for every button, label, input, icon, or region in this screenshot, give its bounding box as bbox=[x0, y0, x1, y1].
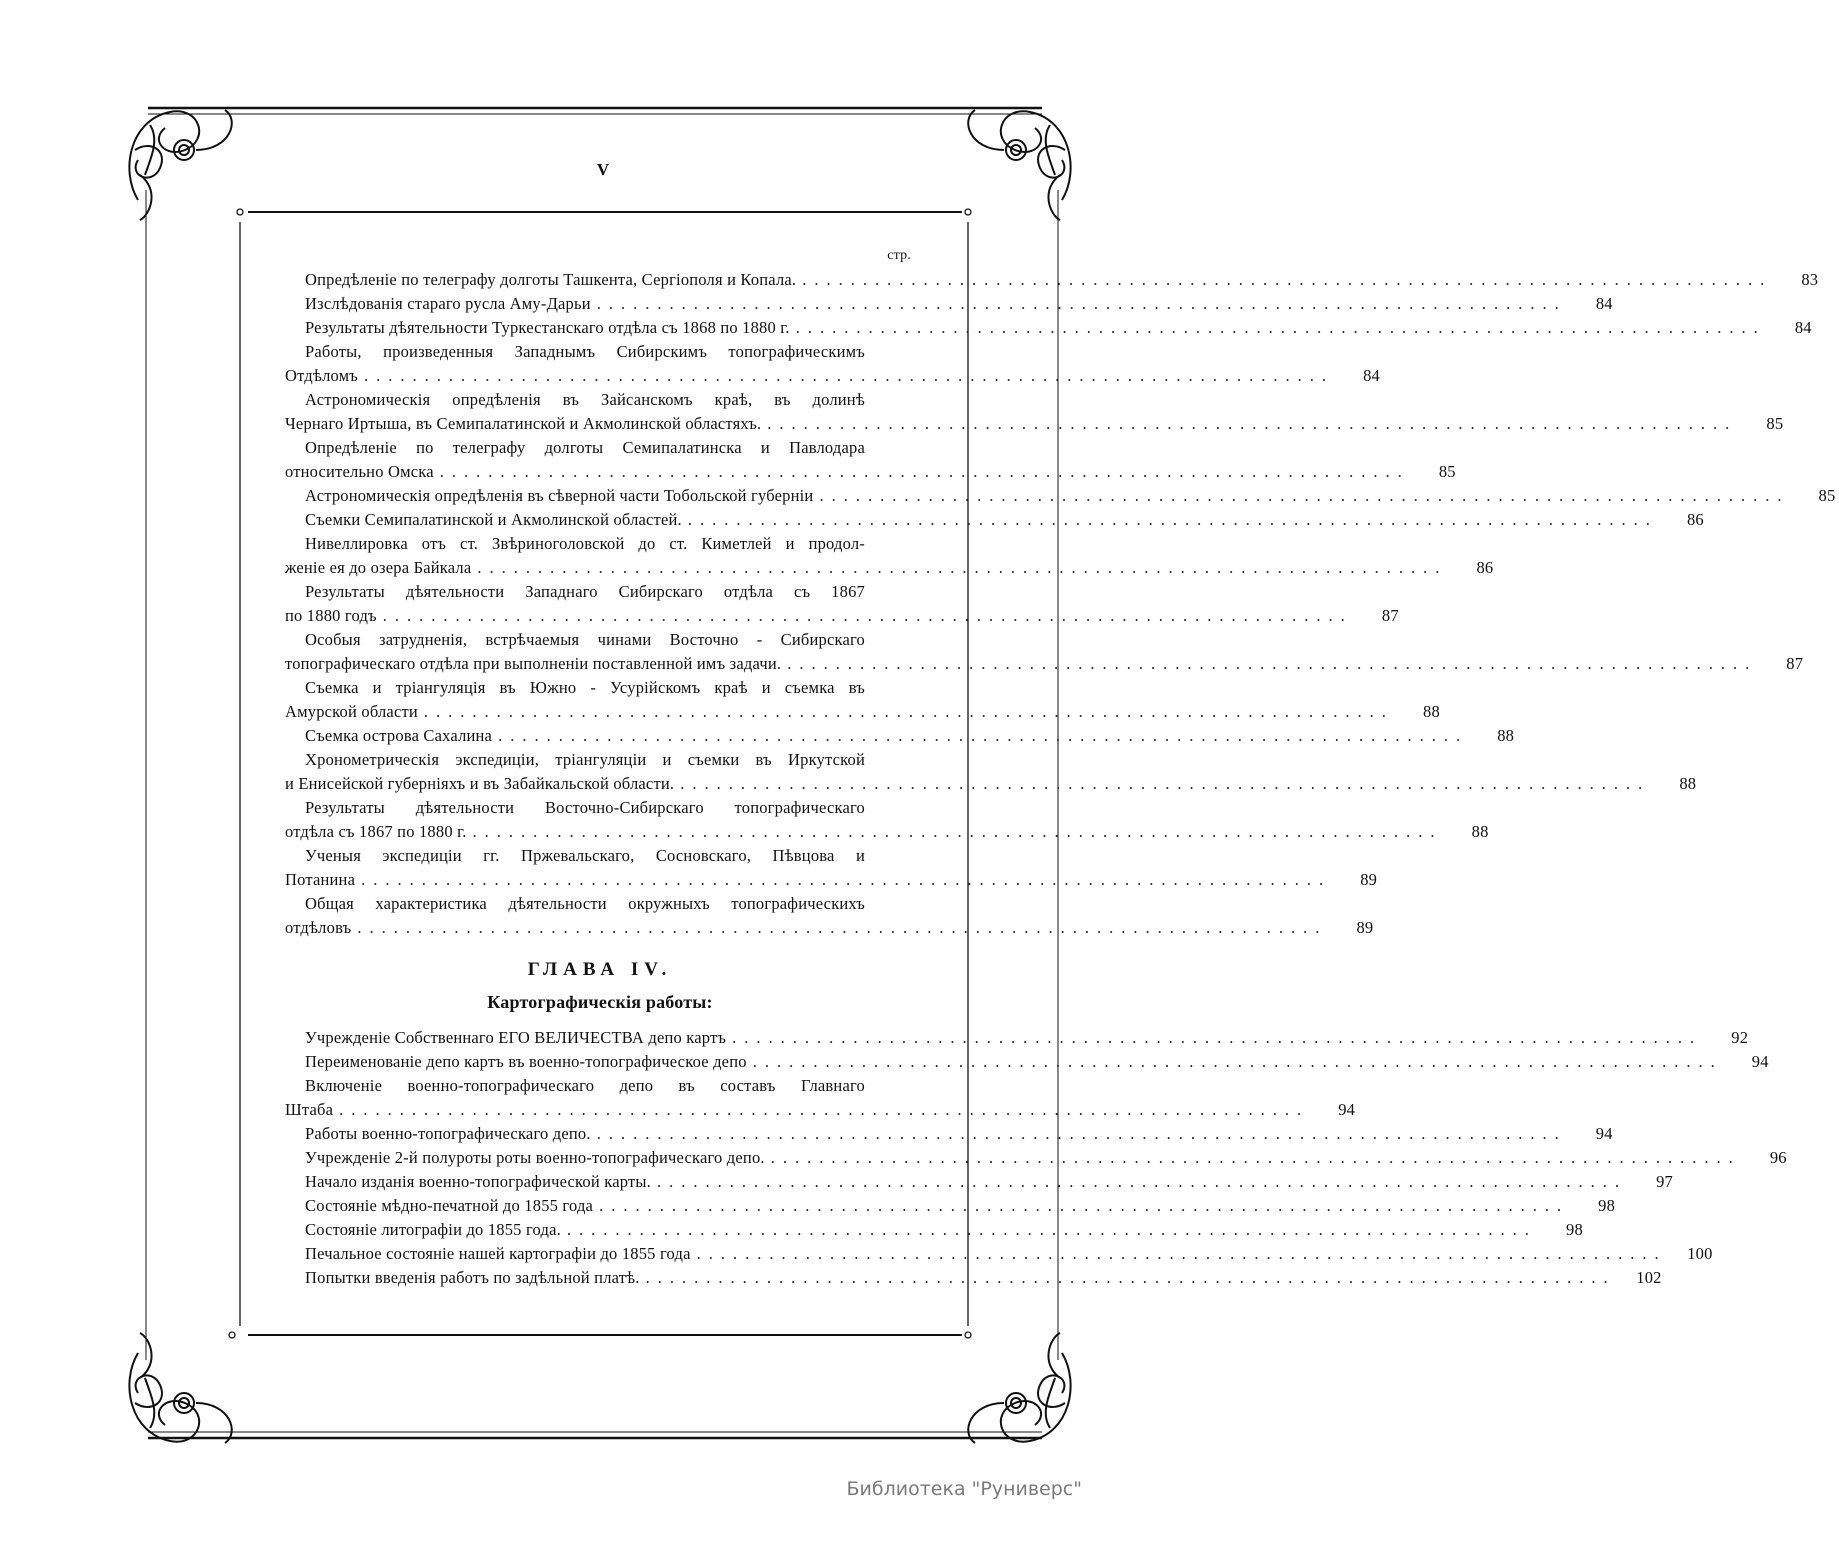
toc-page-number: 85 bbox=[1438, 462, 1456, 481]
toc-entry-text: Включеніе военно-топографическаго депо въ составъ Главнаго bbox=[305, 1076, 865, 1095]
dot-leader: ................................................................................ bbox=[382, 606, 1353, 625]
toc-entry-text: Опредѣленіе по телеграфу долготы Семипалатинска и Павлодара bbox=[305, 438, 865, 457]
toc-page-number: 94 bbox=[1595, 1124, 1613, 1143]
page-column-label: стр. bbox=[887, 248, 911, 263]
toc-entry bbox=[285, 724, 1515, 748]
toc-entry-line bbox=[285, 1074, 915, 1098]
toc-entry bbox=[285, 892, 1374, 940]
toc-entry-text: Штаба bbox=[285, 1100, 334, 1119]
toc-page-number: 86 bbox=[1476, 558, 1494, 577]
toc-entry-text: топографическаго отдѣла при выполненіи поставленной имъ задачи. bbox=[285, 654, 782, 673]
toc-entry-text: отдѣла съ 1867 по 1880 г. bbox=[285, 822, 467, 841]
toc-page-number: 94 bbox=[1751, 1052, 1769, 1071]
toc-entry-line bbox=[285, 1026, 1749, 1050]
toc-entry-text: Съемки Семипалатинской и Акмолинской областей. bbox=[305, 510, 682, 529]
dot-leader: ................................................................................ bbox=[596, 1124, 1567, 1143]
toc-entry-line bbox=[285, 604, 1399, 628]
toc-entry-text: Работы военно-топографическаго депо. bbox=[305, 1124, 591, 1143]
toc-entry bbox=[285, 532, 1494, 580]
toc-entry-line bbox=[285, 1098, 1356, 1122]
toc-entry-line bbox=[285, 1170, 1673, 1194]
dot-leader: ................................................................................ bbox=[696, 1244, 1667, 1263]
toc-entry bbox=[285, 436, 1456, 484]
toc-entry-text: Учрежденіе Собственнаго ЕГО ВЕЛИЧЕСТВА депо картъ bbox=[305, 1028, 727, 1047]
toc-entry-text: Изслѣдованія стараго русла Аму-Дарьи bbox=[305, 294, 591, 313]
toc-entry bbox=[285, 796, 1489, 844]
toc-entry bbox=[285, 1074, 1356, 1122]
toc-entry-line bbox=[285, 556, 1494, 580]
dot-leader: ................................................................................ bbox=[645, 1268, 1616, 1287]
toc-entry-line bbox=[285, 916, 1374, 940]
dot-leader: ................................................................................ bbox=[339, 1100, 1310, 1119]
toc-entry bbox=[285, 580, 1399, 628]
toc-entry-text: отдѣловъ bbox=[285, 918, 352, 937]
toc-entry bbox=[285, 1026, 1749, 1050]
toc-entry-line bbox=[285, 676, 915, 700]
dot-leader: ................................................................................ bbox=[795, 318, 1766, 337]
toc-entry-text: Результаты дѣятельности Восточно-Сибирскаго топографическаго bbox=[305, 798, 865, 817]
toc-entry-text: и Енисейской губерніяхъ и въ Забайкальской области. bbox=[285, 774, 675, 793]
toc-page-number: 85 bbox=[1766, 414, 1784, 433]
dot-leader: ................................................................................ bbox=[687, 510, 1658, 529]
library-watermark: Библиотека "Руниверс" bbox=[846, 1478, 1082, 1500]
toc-page-number: 92 bbox=[1731, 1028, 1749, 1047]
toc-entry bbox=[285, 628, 1804, 676]
toc-entry-text: Результаты дѣятельности Туркестанскаго отдѣла съ 1868 по 1880 г. bbox=[305, 318, 790, 337]
toc-entry-text: Попытки введенія работъ по задѣльной платѣ. bbox=[305, 1268, 640, 1287]
toc-page-number: 89 bbox=[1356, 918, 1374, 937]
toc-entry-text: Астрономическія опредѣленія въ сѣверной части Тобольской губерніи bbox=[305, 486, 814, 505]
toc-entry bbox=[285, 268, 1819, 292]
toc-entry-line bbox=[285, 1194, 1616, 1218]
toc-entry bbox=[285, 292, 1613, 316]
toc-entry bbox=[285, 1122, 1613, 1146]
toc-entry-text: относительно Омска bbox=[285, 462, 434, 481]
toc-entry-text: Съемка и тріангуляція въ Южно - Усурійскомъ краѣ и съемка въ bbox=[305, 678, 865, 697]
toc-entry bbox=[285, 484, 1836, 508]
toc-entry-text: Отдѣломъ bbox=[285, 366, 359, 385]
toc-page-number: 100 bbox=[1687, 1244, 1713, 1263]
toc-entry-line bbox=[285, 868, 1378, 892]
toc-section-1 bbox=[285, 268, 1836, 940]
toc-entry-text: по 1880 годъ bbox=[285, 606, 377, 625]
toc-entry-line bbox=[285, 484, 1836, 508]
toc-entry-line bbox=[285, 508, 1704, 532]
toc-entry-line bbox=[285, 796, 915, 820]
toc-entry bbox=[285, 1194, 1616, 1218]
toc-entry bbox=[285, 1146, 1787, 1170]
dot-leader: ................................................................................ bbox=[770, 1148, 1741, 1167]
toc-entry-line bbox=[285, 364, 1381, 388]
toc-page-number: 84 bbox=[1794, 318, 1812, 337]
dot-leader: ................................................................................ bbox=[732, 1028, 1703, 1047]
toc-entry-text: Астрономическія опредѣленія въ Зайсанскомъ краѣ, въ долинѣ bbox=[305, 390, 865, 409]
toc-entry-line bbox=[285, 436, 915, 460]
toc-page-number: 87 bbox=[1381, 606, 1399, 625]
toc-entry bbox=[285, 1266, 1662, 1290]
toc-entry-line bbox=[285, 1242, 1713, 1266]
toc-entry-text: Учрежденіе 2-й полуроты роты военно-топографическаго депо. bbox=[305, 1148, 765, 1167]
dot-leader: ................................................................................ bbox=[596, 294, 1567, 313]
toc-entry bbox=[285, 748, 1697, 796]
dot-leader: ................................................................................ bbox=[599, 1196, 1570, 1215]
toc-page-number: 89 bbox=[1360, 870, 1378, 889]
toc-page-number: 88 bbox=[1679, 774, 1697, 793]
toc-page-number: 94 bbox=[1338, 1100, 1356, 1119]
toc-entry bbox=[285, 1242, 1713, 1266]
toc-page-number: 83 bbox=[1801, 270, 1819, 289]
dot-leader: ................................................................................ bbox=[656, 1172, 1627, 1191]
dot-leader: ................................................................................ bbox=[439, 462, 1410, 481]
toc-entry-text: Амурской области bbox=[285, 702, 418, 721]
dot-leader: ................................................................................ bbox=[477, 558, 1448, 577]
toc-page-number: 85 bbox=[1818, 486, 1836, 505]
toc-entry-line bbox=[285, 1266, 1662, 1290]
corner-ornament-icon bbox=[968, 110, 1070, 220]
toc-page-number: 88 bbox=[1497, 726, 1515, 745]
toc-entry-line bbox=[285, 340, 915, 364]
dot-leader: ................................................................................ bbox=[819, 486, 1790, 505]
toc-entry bbox=[285, 388, 1784, 436]
toc-entry bbox=[285, 676, 1440, 724]
toc-entry-line bbox=[285, 412, 1784, 436]
corner-ornament-icon bbox=[968, 1333, 1070, 1443]
toc-entry bbox=[285, 340, 1381, 388]
toc-entry-text: Работы, произведенныя Западнымъ Сибирскимъ топографическимъ bbox=[305, 342, 865, 361]
toc-page-number: 84 bbox=[1595, 294, 1613, 313]
toc-page-number: 98 bbox=[1566, 1220, 1583, 1239]
dot-leader: ................................................................................ bbox=[787, 654, 1758, 673]
toc-entry-text: Переименованіе депо картъ въ военно-топографическое депо bbox=[305, 1052, 747, 1071]
toc-entry-text: Нивеллировка отъ ст. Звѣриноголовской до ст. Киметлей и продол- bbox=[305, 534, 865, 553]
dot-leader: ................................................................................ bbox=[752, 1052, 1723, 1071]
toc-entry-line bbox=[285, 580, 915, 604]
toc-entry-text: Опредѣленіе по телеграфу долготы Ташкента, Сергіополя и Копала. bbox=[305, 270, 797, 289]
toc-entry-line bbox=[285, 820, 1489, 844]
dot-leader: ................................................................................ bbox=[357, 918, 1328, 937]
toc-entry bbox=[285, 1218, 1583, 1242]
toc-page-number: 84 bbox=[1363, 366, 1381, 385]
toc-entry-text: Начало изданія военно-топографической карты. bbox=[305, 1172, 651, 1191]
toc-entry-line bbox=[285, 1146, 1787, 1170]
toc-entry-text: Потанина bbox=[285, 870, 356, 889]
dot-leader: ................................................................................ bbox=[498, 726, 1469, 745]
dot-leader: ................................................................................ bbox=[680, 774, 1651, 793]
toc-entry-line bbox=[285, 316, 1812, 340]
table-of-contents bbox=[285, 248, 1836, 1290]
toc-page-number: 87 bbox=[1786, 654, 1804, 673]
dot-leader: ................................................................................ bbox=[472, 822, 1443, 841]
toc-entry-line bbox=[285, 532, 915, 556]
dot-leader: ................................................................................ bbox=[361, 870, 1332, 889]
toc-entry-text: Хронометрическія экспедиціи, тріангуляціи и съемки въ Иркутской bbox=[305, 750, 865, 769]
toc-entry-text: Ученыя экспедиціи гг. Пржевальскаго, Сосновскаго, Пѣвцова и bbox=[305, 846, 865, 865]
toc-entry-line bbox=[285, 1218, 1583, 1242]
toc-entry-text: Общая характеристика дѣятельности окружныхъ топографическихъ bbox=[305, 894, 865, 913]
corner-ornament-icon bbox=[129, 1333, 231, 1443]
toc-entry bbox=[285, 316, 1812, 340]
toc-entry-text: женіе ея до озера Байкала bbox=[285, 558, 472, 577]
chapter-subtitle: Картографическія работы: bbox=[487, 992, 713, 1012]
toc-page-number: 86 bbox=[1686, 510, 1704, 529]
toc-entry-text: Печальное состояніе нашей картографіи до 1855 года bbox=[305, 1244, 691, 1263]
toc-page-number: 97 bbox=[1656, 1172, 1673, 1191]
dot-leader: ................................................................................ bbox=[364, 366, 1335, 385]
toc-entry-line bbox=[285, 268, 1819, 292]
toc-entry bbox=[285, 1050, 1769, 1074]
toc-entry-line bbox=[285, 892, 915, 916]
toc-entry bbox=[285, 508, 1704, 532]
toc-entry-text: Состояніе литографіи до 1855 года. bbox=[305, 1220, 561, 1239]
toc-entry-text: Особыя затрудненія, встрѣчаемыя чинами Восточно - Сибирскаго bbox=[305, 630, 865, 649]
toc-entry bbox=[285, 844, 1378, 892]
toc-entry-line bbox=[285, 388, 915, 412]
toc-entry-line bbox=[285, 292, 1613, 316]
toc-entry-line bbox=[285, 844, 915, 868]
toc-entry-line bbox=[285, 724, 1515, 748]
toc-entry-line bbox=[285, 1050, 1769, 1074]
toc-entry-line bbox=[285, 1122, 1613, 1146]
toc-section-2 bbox=[285, 1026, 1787, 1290]
toc-entry-line bbox=[285, 748, 915, 772]
toc-entry-line bbox=[285, 628, 915, 652]
toc-page-number: 98 bbox=[1598, 1196, 1616, 1215]
toc-entry-line bbox=[285, 700, 1440, 724]
toc-entry bbox=[285, 1170, 1673, 1194]
toc-page-number: 96 bbox=[1769, 1148, 1787, 1167]
toc-entry-line bbox=[285, 652, 1804, 676]
toc-entry-text: Результаты дѣятельности Западнаго Сибирскаго отдѣла съ 1867 bbox=[305, 582, 865, 601]
dot-leader: ................................................................................ bbox=[423, 702, 1394, 721]
toc-entry-line bbox=[285, 460, 1456, 484]
chapter-title: ГЛАВА IV. bbox=[527, 959, 673, 980]
dot-leader: ................................................................................ bbox=[566, 1220, 1537, 1239]
dot-leader: ................................................................................ bbox=[767, 414, 1738, 433]
toc-entry-text: Чернаго Иртыша, въ Семипалатинской и Акмолинской областяхъ. bbox=[285, 414, 762, 433]
toc-page-number: 88 bbox=[1471, 822, 1489, 841]
page-number: V bbox=[596, 160, 610, 179]
toc-entry-text: Съемка острова Сахалина bbox=[305, 726, 493, 745]
toc-page-number: 102 bbox=[1636, 1268, 1662, 1287]
toc-page-number: 88 bbox=[1423, 702, 1440, 721]
dot-leader: ................................................................................ bbox=[802, 270, 1773, 289]
toc-entry-text: Состояніе мѣдно-печатной до 1855 года bbox=[305, 1196, 594, 1215]
toc-entry-line bbox=[285, 772, 1697, 796]
corner-ornament-icon bbox=[129, 110, 231, 220]
